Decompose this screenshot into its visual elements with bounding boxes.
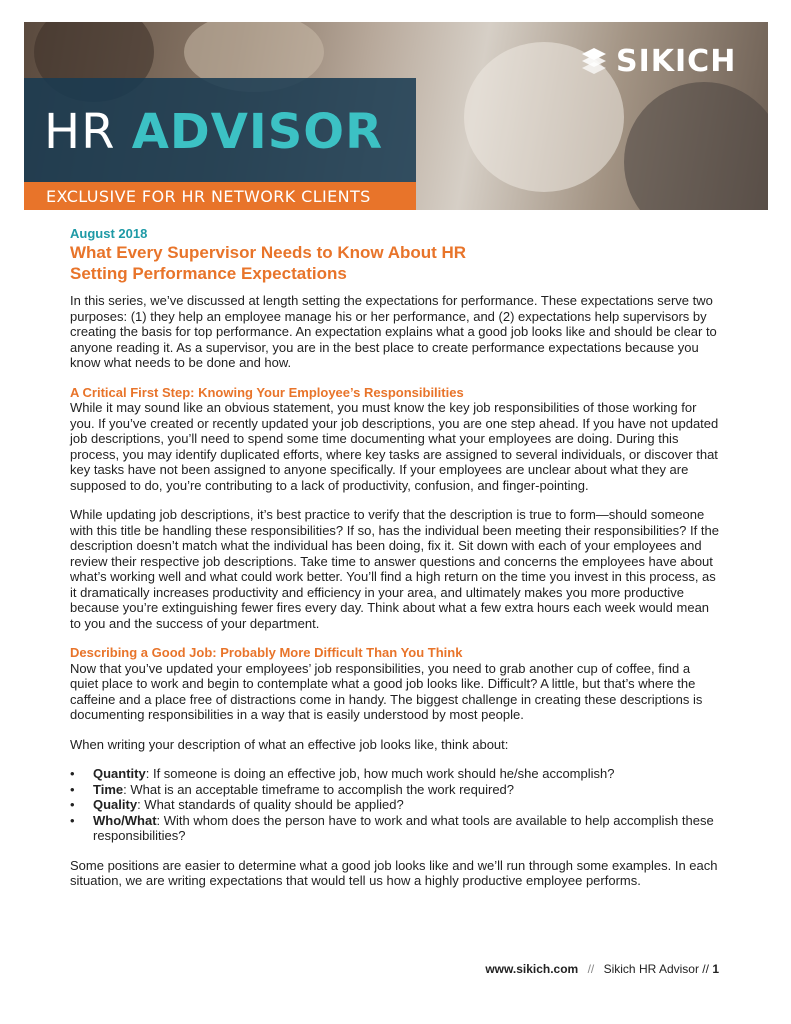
title-hr: HR: [44, 104, 116, 160]
exclusive-strip-label: EXCLUSIVE FOR HR NETWORK CLIENTS: [46, 187, 371, 206]
list-item-term: Quality: [93, 797, 138, 812]
intro-paragraph: In this series, we’ve discussed at length setting the expectations for performance. These expectations serve two purposes: (1) they help an employee manage his or her performance, and (2) expectations help supervisors by creating the basis for top performance. An expectation explains what a good job looks like and should be clear to anyone reading it. As a supervisor, you are in the best place to create performance expectations because you know what needs to be done and how.: [70, 293, 717, 370]
closing-paragraph: Some positions are easier to determine what a good job looks like and we’ll run through some examples. In each situation, we are writing expectations that would tell us how a highly productive employee performs.: [70, 857, 718, 888]
page-footer: [485, 962, 719, 976]
article-subtitle: Setting Performance Expectations: [70, 264, 347, 283]
article: [70, 226, 720, 903]
paragraph: While updating job descriptions, it’s best practice to verify that the description is true to form—should someone with this title be handling these responsibilities? If so, has the individual been meeting their responsibilities? If the description doesn’t match what the individual has been doing, fix it. Sit down with each of your employees and review their respective job descriptions. Take time to answer questions and concerns the employees have about what’s working well and what could work better. You’ll find a high return on the time you invest in this process, as it dramatically increases productivity and efficiency in your area, and ultimately makes you more productive because you’re extinguishing fewer fires every day. Think about what a few extra hours each week would mean to you and the success of your department.: [70, 507, 719, 631]
footer-separator: //: [587, 962, 595, 976]
bullet-icon: •: [70, 812, 75, 828]
list-item-text: : If someone is doing an effective job, how much work should he/she accomplish?: [145, 766, 615, 781]
paragraph: While it may sound like an obvious statement, you must know the key job responsibilities of those working for you. If you’ve created or recently updated your job descriptions, you are one step ahead. If you have not updated job descriptions, you’ll need to spend some time documenting what your employees are doing. During this process, you may identify duplicated efforts, where key tasks are assigned to several individuals, or discover that key tasks have not been assigned to anyone specifically. If your employees are unclear about what they are supposed to do, you’re contributing to a lack of productivity, confusion, and finger-pointing.: [70, 400, 719, 493]
sikich-logo-text: SIKICH: [616, 43, 737, 79]
page-number: 1: [712, 962, 719, 976]
bullet-icon: •: [70, 781, 75, 797]
list-item-text: : What standards of quality should be applied?: [137, 797, 404, 812]
header-banner: [24, 22, 768, 210]
list-item: [70, 813, 720, 844]
paragraph: When writing your description of what an effective job looks like, think about:: [70, 736, 509, 752]
section-heading-good-job: Describing a Good Job: Probably More Difficult Than You Think: [70, 645, 463, 660]
title-advisor: ADVISOR: [131, 104, 384, 160]
bullet-icon: •: [70, 797, 75, 812]
article-title: What Every Supervisor Needs to Know About HR: [70, 243, 467, 262]
sikich-logo: [580, 44, 736, 78]
footer-website-link[interactable]: www.sikich.com: [485, 962, 579, 976]
considerations-list: [70, 766, 720, 844]
list-item-term: Quantity: [93, 766, 146, 781]
sikich-logo-icon: [580, 46, 608, 76]
paragraph: Now that you’ve updated your employees’ job responsibilities, you need to grab another cup of coffee, find a quiet place to work and begin to contemplate what a good job looks like. Difficult? A little, but that’s where the caffeine and a place free of distractions come in handy. The biggest challenge in creating these descriptions is documenting responsibilities in a way that is easily understood by most people.: [70, 660, 703, 722]
list-item: [70, 782, 720, 798]
list-item-term: Time: [93, 781, 124, 797]
newsletter-title: [44, 104, 383, 160]
list-item-text: : What is an acceptable timeframe to accomplish the work required?: [123, 781, 515, 797]
photo-background-4: [624, 82, 768, 210]
list-item: [70, 797, 720, 813]
bullet-icon: •: [70, 766, 75, 781]
list-item-term: Who/What: [93, 812, 157, 828]
exclusive-strip: [24, 182, 416, 210]
section-heading-responsibilities: A Critical First Step: Knowing Your Employee’s Responsibilities: [70, 384, 464, 400]
issue-date: August 2018: [70, 226, 148, 241]
footer-publication: Sikich HR Advisor //: [603, 962, 709, 976]
list-item-text: : With whom does the person have to work and what tools are available to help accomplish these responsibilities?: [93, 812, 714, 843]
list-item: [70, 766, 720, 782]
